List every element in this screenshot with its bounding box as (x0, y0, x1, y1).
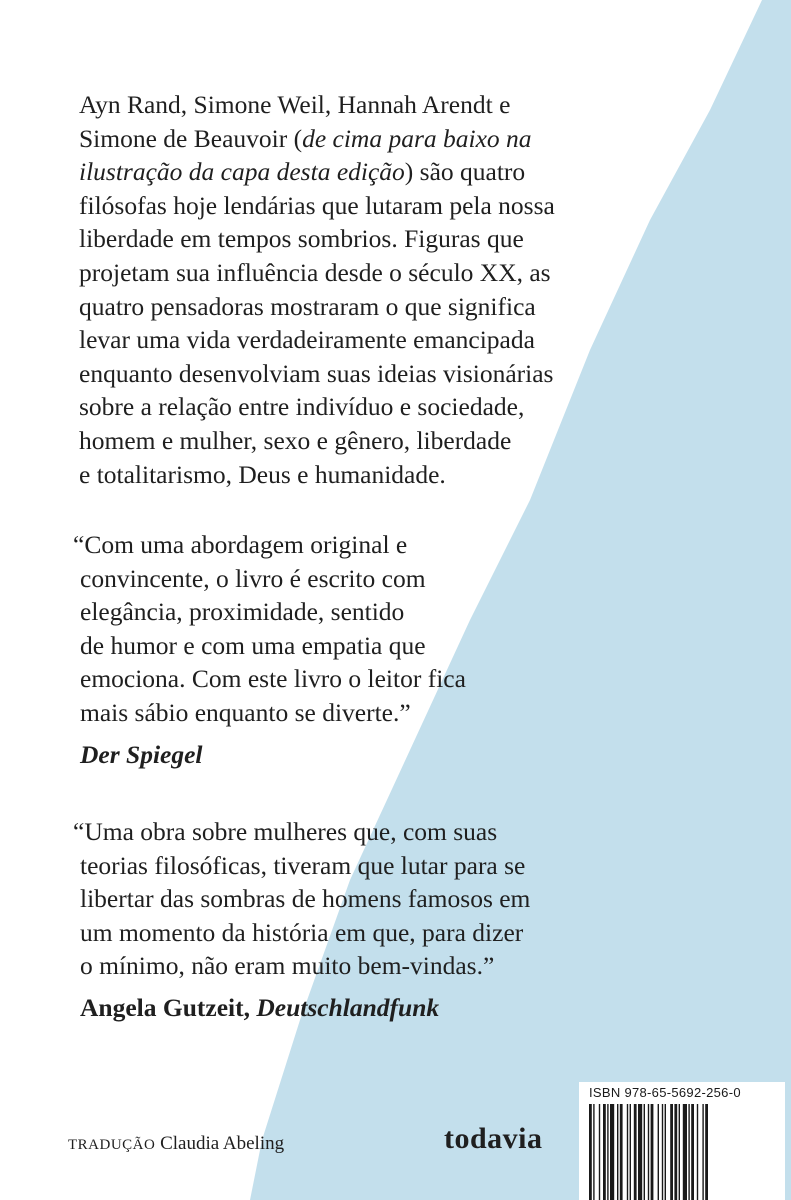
isbn-barcode-block (579, 1082, 785, 1200)
translator-name: Claudia Abeling (160, 1133, 285, 1154)
quote-line: teorias filosóficas, tiveram que lutar para se (80, 850, 526, 880)
isbn-text: ISBN 978-65-5692-256-0 (589, 1085, 741, 1100)
blurb-italic: de cima para baixo na (302, 123, 532, 153)
blurb-line: liberdade em tempos sombrios. Figuras que (79, 224, 524, 254)
translation-credit (68, 1133, 284, 1155)
quote-line: “Uma obra sobre mulheres que, com suas (73, 817, 498, 846)
blurb-line (79, 155, 639, 189)
translation-label: TRADUÇÃO (68, 1137, 156, 1153)
blurb-text: Simone de Beauvoir ( (79, 123, 303, 153)
blurb-line: sobre a relação entre indivíduo e sociedade, (79, 392, 525, 422)
blurb-line: quatro pensadoras mostraram o que significa (79, 291, 536, 321)
blurb-italic: ilustração da capa desta edição (79, 157, 405, 187)
quote-line: mais sábio enquanto se diverte.” (80, 697, 411, 727)
blurb-line: levar uma vida verdadeiramente emancipada (79, 325, 535, 355)
quote-line: “Com uma abordagem original e (73, 530, 408, 559)
review-quote-der-spiegel (73, 528, 573, 771)
quote-line: o mínimo, não eram muito bem-vindas.” (80, 951, 495, 981)
blurb-line (79, 122, 639, 156)
review-quote-deutschlandfunk (73, 815, 633, 1025)
quote-source: Der Spiegel (80, 739, 203, 769)
barcode-icon (589, 1104, 781, 1200)
publisher-logo: todavia (444, 1122, 543, 1155)
blurb-line: e totalitarismo, Deus e humanidade. (79, 459, 446, 489)
quote-line: elegância, proximidade, sentido (80, 597, 405, 627)
back-cover-blurb (79, 88, 639, 491)
quote-source: Deutschlandfunk (256, 992, 440, 1022)
blurb-line: filósofas hoje lendárias que lutaram pela nossa (79, 190, 555, 220)
quote-line: libertar das sombras de homens famosos em (80, 884, 531, 914)
blurb-line: projetam sua influência desde o século XX, as (79, 257, 551, 287)
blurb-line: Ayn Rand, Simone Weil, Hannah Arendt e (79, 90, 511, 119)
quote-line: um momento da história em que, para dizer (80, 917, 524, 947)
quote-line: convincente, o livro é escrito com (80, 563, 426, 593)
quote-attribution (73, 991, 633, 1025)
quote-author: Angela Gutzeit, (80, 992, 257, 1022)
quote-attribution (73, 738, 573, 772)
blurb-text: ) são quatro (404, 157, 526, 187)
blurb-line: enquanto desenvolviam suas ideias visionárias (79, 358, 554, 388)
quote-line: emociona. Com este livro o leitor fica (80, 664, 466, 694)
quote-line: de humor e com uma empatia que (80, 630, 426, 660)
blurb-line: homem e mulher, sexo e gênero, liberdade (79, 425, 512, 455)
